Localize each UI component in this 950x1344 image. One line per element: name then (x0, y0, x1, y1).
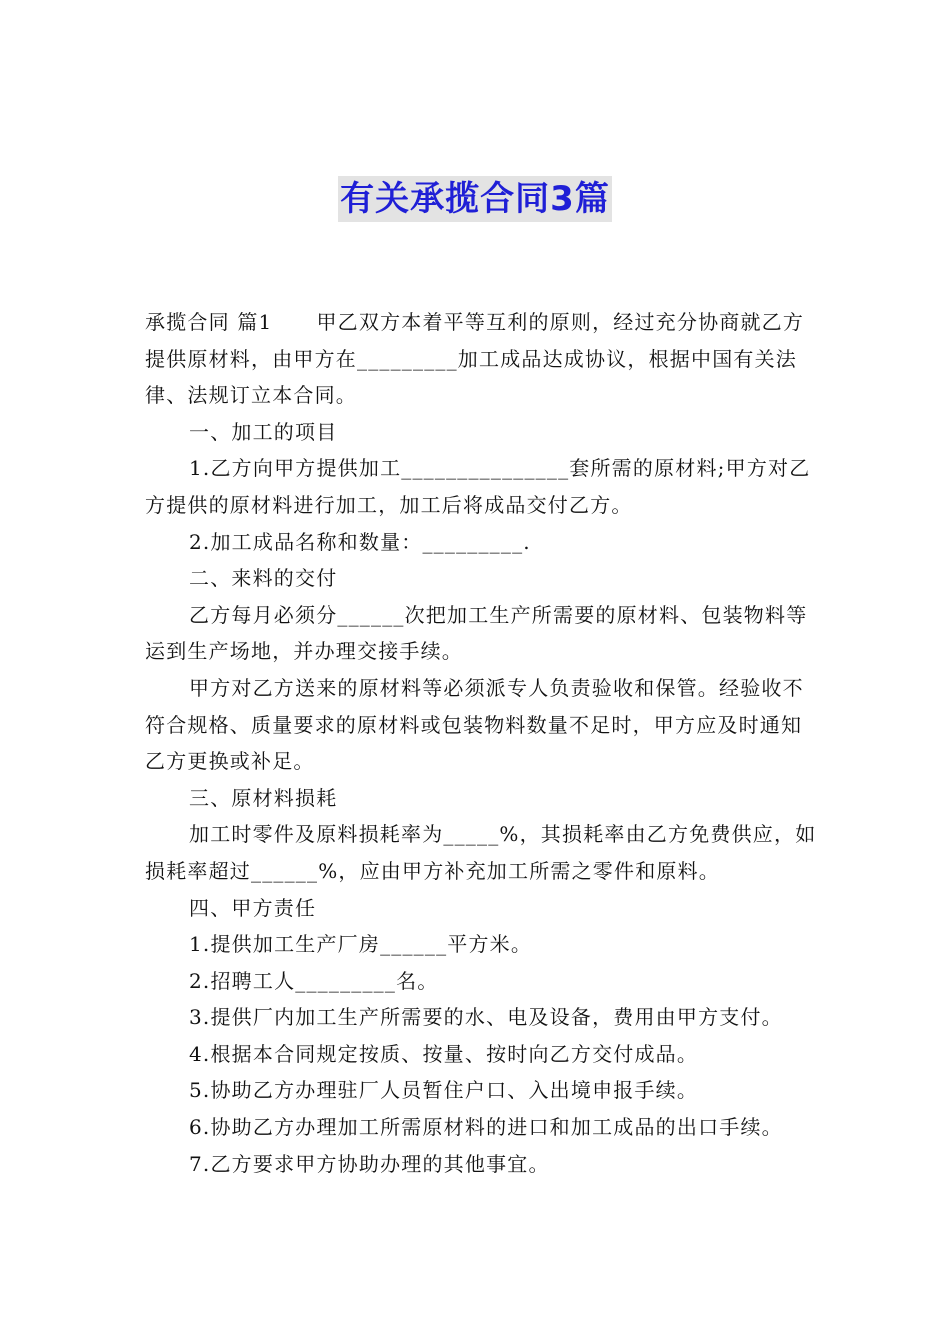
intro-paragraph (145, 304, 817, 414)
clause-item: 3.提供厂内加工生产所需要的水、电及设备，费用由甲方支付。 (189, 1005, 783, 1030)
clause-paragraph: 乙方每月必须分______次把加工生产所需要的原材料、包装物料等运到生产场地，并办理交接手续。 (145, 602, 808, 664)
intro-text: 甲乙双方本着平等互利的原则，经过充分协商就乙方提供原材料，由甲方在_________加工成品达成协议，根据中国有关法律、法规订立本合同。 (145, 310, 805, 408)
clause-heading-1: 一、加工的项目 (189, 419, 338, 444)
clause-item: 7.乙方要求甲方协助办理的其他事宜。 (189, 1151, 550, 1176)
clause-item: 6.协助乙方办理加工所需原材料的进口和加工成品的出口手续。 (189, 1115, 783, 1140)
clause-heading-3: 三、原材料损耗 (189, 785, 338, 810)
clause-paragraph: 甲方对乙方送来的原材料等必须派专人负责验收和保管。经验收不符合规格、质量要求的原材料或包装物料数量不足时，甲方应及时通知乙方更换或补足。 (145, 675, 804, 774)
clause-item: 2.招聘工人_________名。 (189, 968, 439, 993)
clause-heading-2: 二、来料的交付 (189, 566, 338, 591)
document-title: 有关承揽合同3篇 (338, 176, 612, 222)
clause-heading-4: 四、甲方责任 (189, 895, 317, 920)
clause-item: 2.加工成品名称和数量：_________. (189, 529, 531, 554)
clause-item: 1.乙方向甲方提供加工_______________套所需的原材料;甲方对乙方提供的原材料进行加工，加工后将成品交付乙方。 (145, 456, 811, 517)
clause-paragraph: 加工时零件及原料损耗率为_____%，其损耗率由乙方免费供应，如损耗率超过______%，应由甲方补充加工所需之零件和原料。 (145, 822, 817, 883)
clause-item: 5.协助乙方办理驻厂人员暂住户口、入出境申报手续。 (189, 1078, 699, 1103)
title-container (0, 176, 950, 222)
clause-item: 1.提供加工生产厂房______平方米。 (189, 932, 533, 957)
document-body (145, 304, 817, 1182)
section-heading-1: 承揽合同 篇1 (145, 310, 273, 334)
clause-item: 4.根据本合同规定按质、按量、按时向乙方交付成品。 (189, 1041, 699, 1066)
